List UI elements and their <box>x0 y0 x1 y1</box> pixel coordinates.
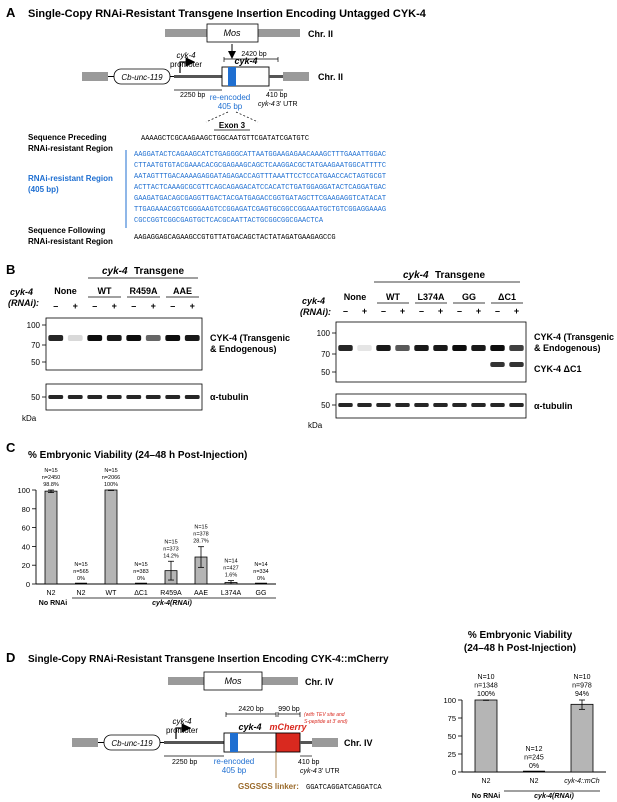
tubulin-band <box>126 395 141 399</box>
tubulin-band <box>395 403 409 407</box>
plus-sign: + <box>111 301 117 311</box>
plus-sign: + <box>150 301 156 311</box>
blot-band <box>357 345 371 351</box>
lane-group-label: ΔC1 <box>498 292 516 302</box>
blot-band <box>395 345 409 351</box>
minus-sign: – <box>342 306 349 316</box>
label-resistant-2: (405 bp) <box>28 185 59 194</box>
plus-sign: + <box>72 301 78 311</box>
chart-d-title-1: % Embryonic Viability <box>467 630 573 641</box>
band-label-right-2: & Endogenous) <box>534 343 601 353</box>
y-tick-label: 60 <box>21 523 30 533</box>
panel-d-title: Single-Copy RNAi-Resistant Transgene Insertion Encoding CYK-4::mCherry <box>28 654 389 665</box>
blot-band <box>433 345 447 351</box>
promoter-gene-a: cyk-4 <box>176 51 196 60</box>
blot-band <box>452 345 466 351</box>
rnai-word-right: (RNAi): <box>300 307 331 317</box>
category-label: L374A <box>220 590 242 597</box>
bar-annotation: N=14 <box>254 562 268 568</box>
category-label: GG <box>255 590 267 597</box>
mos-locus-chr4 <box>168 672 334 690</box>
tubulin-band <box>107 395 122 399</box>
tubulin-band <box>185 395 200 399</box>
blot-band <box>185 335 200 341</box>
chr2-label-top: Chr. II <box>308 29 334 39</box>
bp-410-a: 410 bp <box>266 92 288 99</box>
y-tick-label: 100 <box>443 696 456 705</box>
blot-band <box>376 345 390 351</box>
minus-sign: – <box>380 306 387 316</box>
bar-annotation: n=378 <box>193 531 209 538</box>
label-preceding-2: RNAi-resistant Region <box>28 144 113 153</box>
label-following-1: Sequence Following <box>28 226 106 235</box>
kda-tick: 100 <box>26 321 40 330</box>
bp-2250-a: 2250 bp <box>180 92 206 99</box>
tubulin-band <box>87 395 102 399</box>
label-following-2: RNAi-resistant Region <box>28 237 113 246</box>
chart-d-title-2: (24–48 h Post-Injection) <box>463 643 577 654</box>
bar-annotation: 14.2% <box>163 553 179 560</box>
blot-band <box>87 335 102 341</box>
label-resistant-1: RNAi-resistant Region <box>28 174 113 183</box>
lane-group-label: WT <box>97 286 112 296</box>
minus-sign: – <box>53 301 59 311</box>
promoter-gene-d: cyk-4 <box>172 717 192 726</box>
tubulin-band <box>146 395 161 399</box>
transgene-construct-a <box>82 51 343 130</box>
transgene-word-left: Transgene <box>134 266 185 277</box>
bar-annotation: 28.7% <box>193 538 209 545</box>
minus-sign: – <box>92 301 98 311</box>
bar-annotation: n=373 <box>163 546 179 553</box>
seq-preceding: AAAAGCTCGCAAGAAGCTGGCAATGTTCGATATCGATGTC <box>141 135 310 143</box>
tubulin-band <box>490 403 504 407</box>
minus-sign: – <box>418 306 425 316</box>
y-tick-label: 25 <box>447 750 456 759</box>
band-label-right-1: CYK-4 (Transgenic <box>534 332 615 342</box>
tubulin-band <box>165 395 180 399</box>
plus-sign: + <box>437 306 444 316</box>
minus-sign: – <box>494 306 501 316</box>
tubulin-band <box>471 403 485 407</box>
chr4-label: Chr. IV <box>344 738 373 748</box>
tubulin-band <box>376 403 390 407</box>
blot-right <box>300 270 614 430</box>
band-label-right-3: CYK-4 ΔC1 <box>534 364 582 374</box>
tubulin-label-right: α-tubulin <box>534 401 573 411</box>
gene-label-d: cyk-4 <box>238 722 262 732</box>
gene-label-a: cyk-4 <box>234 56 258 66</box>
bar-annotation: n=427 <box>223 565 239 572</box>
y-tick-label: 80 <box>21 504 30 514</box>
y-tick-label: 100 <box>17 486 30 495</box>
linker-seq: GGATCAGGATCAGGATCA <box>306 784 382 792</box>
bar-annotation: 0% <box>257 576 265 582</box>
lane-group-label: WT <box>386 292 400 302</box>
kda-tick-tubulin: 50 <box>31 393 40 402</box>
blot-band <box>68 335 83 341</box>
bar-annotation: N=12 <box>525 746 543 753</box>
bar-annotation: 1.6% <box>224 572 238 579</box>
category-label: N2 <box>529 778 539 785</box>
bar-annotation: N=10 <box>477 674 495 681</box>
bar-annotation: n=245 <box>524 754 544 762</box>
category-label: N2 <box>76 590 86 597</box>
bar-annotation: n=565 <box>73 569 89 575</box>
tubulin-band <box>433 403 447 407</box>
bar-annotation: N=14 <box>224 558 238 565</box>
blot-left <box>8 266 290 423</box>
bar-annotation: N=10 <box>573 674 591 681</box>
exon3-label: Exon 3 <box>218 121 246 130</box>
transgene-construct-d <box>72 706 382 792</box>
reencoded-line2-d: 405 bp <box>221 766 247 775</box>
linker-label: GSGSGS linker: <box>238 782 299 791</box>
bar-annotation: n=2450 <box>41 475 61 481</box>
kda-left: kDa <box>22 414 37 423</box>
kda-right: kDa <box>308 421 323 430</box>
bar-annotation: N=15 <box>134 562 148 568</box>
plus-sign: + <box>513 306 520 316</box>
plus-sign: + <box>189 301 195 311</box>
chr4-label-top: Chr. IV <box>305 677 334 687</box>
bar-annotation: N=15 <box>44 468 58 474</box>
tubulin-label-left: α-tubulin <box>210 392 249 402</box>
panel-c-letter: C <box>6 440 16 455</box>
category-label: ΔC1 <box>134 590 148 597</box>
tubulin-band <box>414 403 428 407</box>
bar-annotation: n=383 <box>133 569 149 575</box>
sequence-block <box>28 133 386 246</box>
lane-group-label: AAE <box>172 286 193 296</box>
blot-band <box>146 335 161 341</box>
bar-annotation: n=978 <box>572 682 592 690</box>
blot-band <box>165 335 180 341</box>
category-label: AAE <box>193 590 209 597</box>
category-label: cyk-4::mCh <box>564 778 600 785</box>
bar-annotation: n=334 <box>253 569 269 575</box>
seq-resistant-line: CTTAATGTGTACGAAACACGCGAGAAGCAGCTCAAGGACGCTATGAAGAATGGCATTTTC <box>134 162 387 170</box>
seq-resistant-line: AATAGTTTGACAAAAGAGGATAGAGACCAGTTTAAATTCCTCCATGAACCACTAGTGCGT <box>134 173 387 181</box>
chart-c <box>17 468 276 597</box>
tubulin-band <box>338 403 352 407</box>
bar <box>105 490 117 584</box>
bar-annotation: N=15 <box>74 562 88 568</box>
lane-group-label: GG <box>461 292 477 302</box>
category-label: R459A <box>160 590 182 597</box>
seq-following: AAGAGGAGCAGAAGCCGTGTTATGACAGCTACTATAGATGAAGAGCCG <box>134 234 336 242</box>
lane-group-label: None <box>343 292 367 302</box>
bar-annotation: 94% <box>574 691 590 698</box>
chart-d <box>443 674 606 785</box>
tev-note-1: (with TEV site and <box>304 712 345 718</box>
tubulin-band <box>68 395 83 399</box>
bp-990-d: 990 bp <box>278 706 300 713</box>
kda-tick: 100 <box>316 329 330 338</box>
y-tick-label: 0 <box>25 580 30 589</box>
kda-tick: 50 <box>31 358 40 367</box>
minus-sign: – <box>456 306 463 316</box>
chr2-label: Chr. II <box>318 72 344 82</box>
seq-resistant-line: TTGAGAAACGGTCGGGAAGTCCGGAGATCGAGTGCGGCCGGAAATGCTGTCGGAGGAAAG <box>134 206 387 214</box>
cb-unc-119-label-d: Cb-unc-119 <box>111 739 153 748</box>
lane-group-label: L374A <box>417 292 445 302</box>
mos-label-a: Mos <box>223 28 241 38</box>
blot-band-dc1 <box>490 362 504 367</box>
kda-tick: 50 <box>321 368 330 377</box>
bar-annotation: n=1348 <box>474 682 498 690</box>
panel-b-letter: B <box>6 262 16 277</box>
panel-a-letter: A <box>6 5 16 20</box>
reencoded-line1-d: re-encoded <box>213 757 255 766</box>
tubulin-band <box>509 403 523 407</box>
bp-2420-a: 2420 bp <box>241 51 267 58</box>
utr-word-a: 3' UTR <box>276 101 298 108</box>
band-label-left-2: & Endogenous) <box>210 344 277 354</box>
band-label-left-1: CYK-4 (Transgenic <box>210 333 291 343</box>
bar <box>45 491 57 584</box>
chart-c-no-rnai: No RNAi <box>38 600 68 607</box>
chart-d-no-rnai: No RNAi <box>471 793 501 800</box>
bar-annotation: N=15 <box>164 539 178 546</box>
utr-word-d: 3' UTR <box>318 768 340 775</box>
kda-tick-tubulin: 50 <box>321 401 330 410</box>
plus-sign: + <box>361 306 368 316</box>
blot-band <box>471 345 485 351</box>
promoter-word-d: promoter <box>165 726 199 735</box>
reencoded-line1-a: re-encoded <box>209 93 251 102</box>
category-label: N2 <box>481 778 491 785</box>
bp-2250-d: 2250 bp <box>172 759 198 766</box>
bp-410-d: 410 bp <box>298 759 320 766</box>
tubulin-band <box>452 403 466 407</box>
tev-note-2: S-peptide at 3' end) <box>304 719 348 725</box>
rnai-word-left: (RNAi): <box>8 298 39 308</box>
rnai-gene-left: cyk-4 <box>10 287 34 297</box>
chart-c-rnai-group: cyk-4(RNAi) <box>152 600 192 607</box>
blot-band <box>107 335 122 341</box>
blot-band <box>509 345 523 351</box>
reencoded-line2-a: 405 bp <box>217 102 243 111</box>
y-tick-label: 75 <box>447 714 456 723</box>
category-label: WT <box>105 590 117 597</box>
kda-tick: 70 <box>31 341 40 350</box>
seq-resistant-line: GAAGATGACAGCGAGGTTGACTACGATGAGACCGGTGATAGCTTCGAAGAGGTCATACAT <box>134 195 387 203</box>
y-tick-label: 0 <box>451 768 456 777</box>
cb-unc-119-label-a: Cb-unc-119 <box>121 73 163 82</box>
tubulin-band <box>48 395 63 399</box>
bar-annotation: N=15 <box>104 468 118 474</box>
label-preceding-1: Sequence Preceding <box>28 133 107 142</box>
bar-annotation: 98.8% <box>43 482 59 488</box>
seq-resistant-line: AAGGATACTCAGAAGCATCTGAGGGCATTAATGGAAGAGAACAAAGCTTTGAAATTGGAC <box>134 151 387 159</box>
utr-gene-a: cyk-4 <box>258 101 275 108</box>
mos-label-d: Mos <box>224 676 242 686</box>
bar-annotation: 0% <box>528 763 540 770</box>
y-tick-label: 50 <box>447 732 456 741</box>
bar-annotation: n=2066 <box>101 475 121 481</box>
bar <box>475 700 497 772</box>
panel-d-letter: D <box>6 650 16 665</box>
blot-band <box>338 345 352 351</box>
blot-band-dc1 <box>509 362 523 367</box>
mcherry-label: mCherry <box>269 722 307 732</box>
y-tick-label: 40 <box>21 542 30 552</box>
promoter-word-a: promoter <box>169 60 203 69</box>
transgene-gene-right: cyk-4 <box>403 270 429 281</box>
blot-band <box>48 335 63 341</box>
minus-sign: – <box>131 301 137 311</box>
bar <box>571 704 593 772</box>
bar-annotation: 100% <box>477 691 495 698</box>
chart-c-title: % Embryonic Viability (24–48 h Post-Injection) <box>28 450 248 461</box>
bar-annotation: N=15 <box>194 524 208 531</box>
plus-sign: + <box>475 306 482 316</box>
kda-tick: 70 <box>321 350 330 359</box>
blot-band <box>414 345 428 351</box>
bar-annotation: 100% <box>103 482 119 488</box>
category-label: N2 <box>46 590 56 597</box>
transgene-gene-left: cyk-4 <box>102 266 128 277</box>
blot-band <box>490 345 504 351</box>
seq-resistant-line: ACTTACTCAAAGCGCGTTCAGCAGAGACATCCACATCTGATGGAGGATACTCAGGATGAC <box>134 184 387 192</box>
lane-group-label: R459A <box>129 286 158 296</box>
tubulin-band <box>357 403 371 407</box>
chart-d-rnai-group: cyk-4(RNAi) <box>534 793 574 800</box>
bp-2420-d: 2420 bp <box>238 706 264 713</box>
seq-resistant-lines <box>134 151 386 225</box>
seq-resistant-line: CGCCGGTCGGCGAGTGCTCACGCAATTACTGCGGCGGCGAACTCA <box>134 217 324 225</box>
lane-group-label: None <box>54 286 77 296</box>
utr-gene-d: cyk-4 <box>300 768 317 775</box>
y-tick-label: 20 <box>21 561 30 571</box>
bar-annotation: 0% <box>137 576 145 582</box>
plus-sign: + <box>399 306 406 316</box>
bar-annotation: 0% <box>77 576 85 582</box>
panel-a-title: Single-Copy RNAi-Resistant Transgene Insertion Encoding Untagged CYK-4 <box>28 8 426 20</box>
rnai-gene-right: cyk-4 <box>302 296 326 306</box>
transgene-word-right: Transgene <box>435 270 486 281</box>
minus-sign: – <box>170 301 176 311</box>
blot-band <box>126 335 141 341</box>
